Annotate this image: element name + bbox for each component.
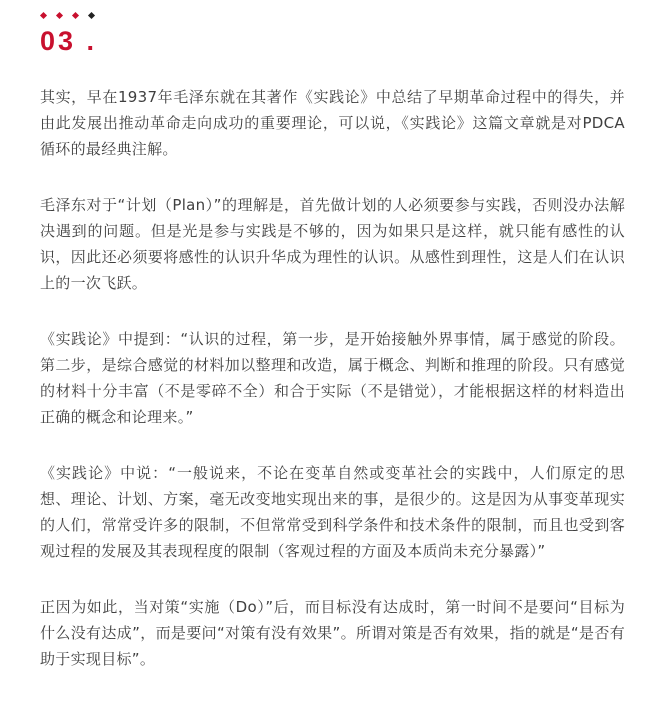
- diamond-icon: [72, 11, 79, 18]
- paragraph: 《实践论》中说：“一般说来，不论在变革自然或变革社会的实践中，人们原定的思想、理论、计划、方案，毫无改变地实现出来的事，是很少的。这是因为从事变革现实的人们，常常受许多的限制，不但常常受到科学条件和技术条件的限制，而且也受到客观过程的发展及其表现程度的限制（客观过程的方面及本质尚未充分暴露）”: [40, 464, 625, 560]
- paragraph: 其实，早在1937年毛泽东就在其著作《实践论》中总结了早期革命过程中的得失，并由此发展出推动革命走向成功的重要理论，可以说，《实践论》这篇文章就是对PDCA循环的最经典注解。: [40, 88, 625, 158]
- paragraph: 毛泽东对于“计划（Plan）”的理解是，首先做计划的人必须要参与实践，否则没办法解决遇到的问题。但是光是参与实践是不够的，因为如果只是这样，就只能有感性的认识，因此还必须要将感性的认识升华成为理性的认识。从感性到理性，这是人们在认识上的一次飞跃。: [40, 196, 625, 292]
- section-number: 03 .: [40, 26, 98, 56]
- diamond-icon: [88, 11, 95, 18]
- diamond-icon: [40, 11, 47, 18]
- decorative-dots: [41, 9, 105, 21]
- diamond-icon: [56, 11, 63, 18]
- paragraph: 《实践论》中提到：“认识的过程，第一步，是开始接触外界事情，属于感觉的阶段。第二步，是综合感觉的材料加以整理和改造，属于概念、判断和推理的阶段。只有感觉的材料十分丰富（不是零碎不全）和合于实际（不是错觉），才能根据这样的材料造出正确的概念和论理来。”: [40, 330, 625, 426]
- paragraph: 正因为如此，当对策“实施（Do）”后，而目标没有达成时，第一时间不是要问“目标为什么没有达成”，而是要问“对策有没有效果”。所谓对策是否有效果，指的就是“是否有助于实现目标”。: [40, 598, 625, 668]
- article-body: [40, 84, 625, 702]
